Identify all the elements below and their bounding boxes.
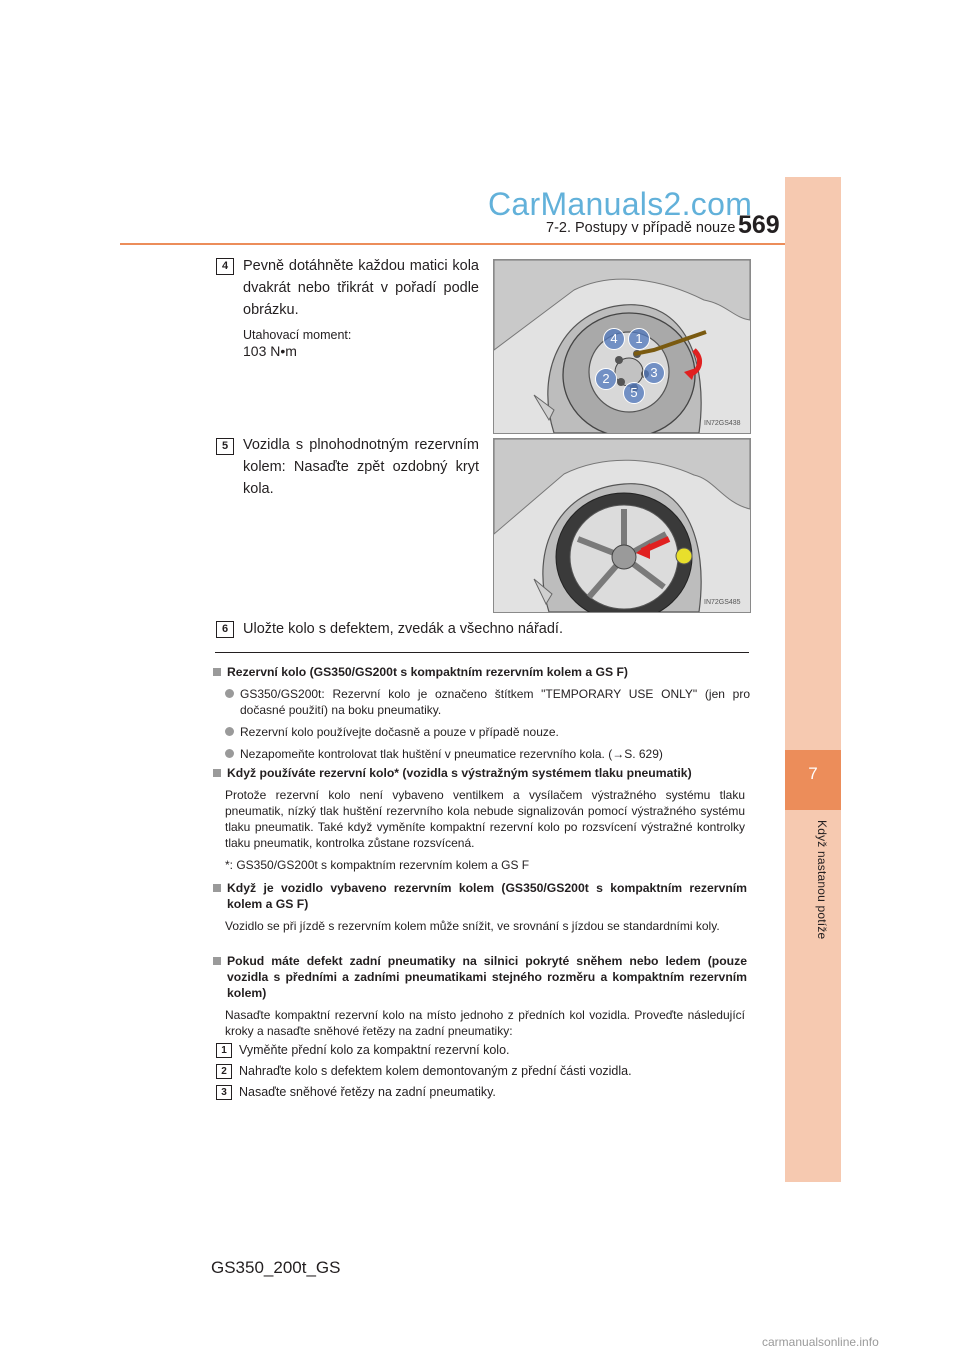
substep-badge: 3 [216,1085,232,1100]
note-body: Vozidlo se při jízdě s rezervním kolem může snížit, ve srovnání s jízdou se standardními koly. [225,919,720,933]
note-section [213,765,753,873]
note-body: Protože rezervní kolo není vybaveno ventilkem a vysílačem výstražného systému tlaku pneumatik, nízký tlak huštění rezervního kola nebude signalizován pomocí výstražného systému tlaku pneumatik. Také když vyměníte kompaktní rezervní kolo po rozsvícení výstražné kontrolky tlaku pneumatik, kontrolka zůstane rozsvícená. [225,788,745,850]
note-bullet: Nezapomeňte kontrolovat tlak huštění v pneumatice rezervního kola. (→S. 629) [240,747,663,761]
note-heading: Pokud máte defekt zadní pneumatiky na silnici pokryté sněhem nebo ledem (pouze vozidla s předními a zadními pneumatikami stejného rozměru a kompaktním rezervním kolem) [227,954,747,1000]
substep-text: Nahraďte kolo s defektem kolem demontovaným z přední části vozidla. [239,1064,632,1078]
footer-watermark: carmanualsonline.info [762,1335,879,1349]
bolt-order-label: 2 [595,368,617,390]
header-rule [120,243,785,245]
chapter-side-tab [785,177,841,1182]
tightening-order-illustration [493,259,751,434]
note-heading: Když používáte rezervní kolo* (vozidla s výstražným systémem tlaku pneumatik) [227,766,692,780]
note-body: Nasaďte kompaktní rezervní kolo na místo jednoho z předních kol vozidla. Proveďte následující kroky a nasaďte sněhové řetězy na zadní pneumatiky: [225,1008,745,1038]
note-section [213,953,753,1039]
note-bullet: Rezervní kolo používejte dočasně a pouze v případě nouze. [240,725,559,739]
step-badge: 5 [216,438,234,455]
square-bullet-icon [213,668,221,676]
alloy-wheel-diagram [494,439,750,612]
bolt-order-label: 4 [603,328,625,350]
carmanuals-logo: CarManuals2.com [488,186,753,222]
bullet-dot-icon [225,689,234,698]
wheel-cover-illustration [493,438,751,613]
bolt-order-label: 5 [623,382,645,404]
substep-badge: 2 [216,1064,232,1079]
footnote: *: GS350/GS200t s kompaktním rezervním kolem a GS F [225,858,530,872]
square-bullet-icon [213,957,221,965]
torque-label: Utahovací moment: [243,328,352,342]
footer-model-code: GS350_200t_GS [211,1258,341,1277]
torque-value: 103 N•m [243,343,297,359]
image-code: IN72GS438 [704,420,741,427]
chapter-number: 7 [808,764,818,783]
step-text: Uložte kolo s defektem, zvedák a všechno nářadí. [243,621,563,637]
note-section [213,880,753,934]
step-badge: 4 [216,258,234,275]
bolt-order-label: 3 [643,362,665,384]
chapter-title: Když nastanou potíže [815,820,829,940]
bolt-order-label: 1 [628,328,650,350]
note-section [213,664,753,762]
image-code: IN72GS485 [704,599,741,606]
section-title: 7-2. Postupy v případě nouze [546,220,736,236]
square-bullet-icon [213,769,221,777]
step-text: Pevně dotáhněte každou matici kola dvakrát nebo třikrát v pořadí podle obrázku. [243,258,479,318]
square-bullet-icon [213,884,221,892]
note-heading: Rezervní kolo (GS350/GS200t s kompaktním rezervním kolem a GS F) [227,665,628,679]
notes-separator [215,652,749,653]
step-text: Vozidla s plnohodnotným rezervním kolem: Nasaďte zpět ozdobný kryt kola. [243,437,479,497]
substep-text: Nasaďte sněhové řetězy na zadní pneumatiky. [239,1085,496,1099]
substep-badge: 1 [216,1043,232,1058]
page-number: 569 [738,211,780,239]
note-bullet: GS350/GS200t: Rezervní kolo je označeno štítkem "TEMPORARY USE ONLY" (jen pro dočasné použití) na boku pneumatiky. [240,687,750,717]
bullet-dot-icon [225,727,234,736]
bullet-dot-icon [225,749,234,758]
step-badge: 6 [216,621,234,638]
note-heading: Když je vozidlo vybaveno rezervním kolem (GS350/GS200t s kompaktním rezervním kolem a GS F) [227,881,747,911]
substep-text: Vyměňte přední kolo za kompaktní rezervní kolo. [239,1043,510,1057]
